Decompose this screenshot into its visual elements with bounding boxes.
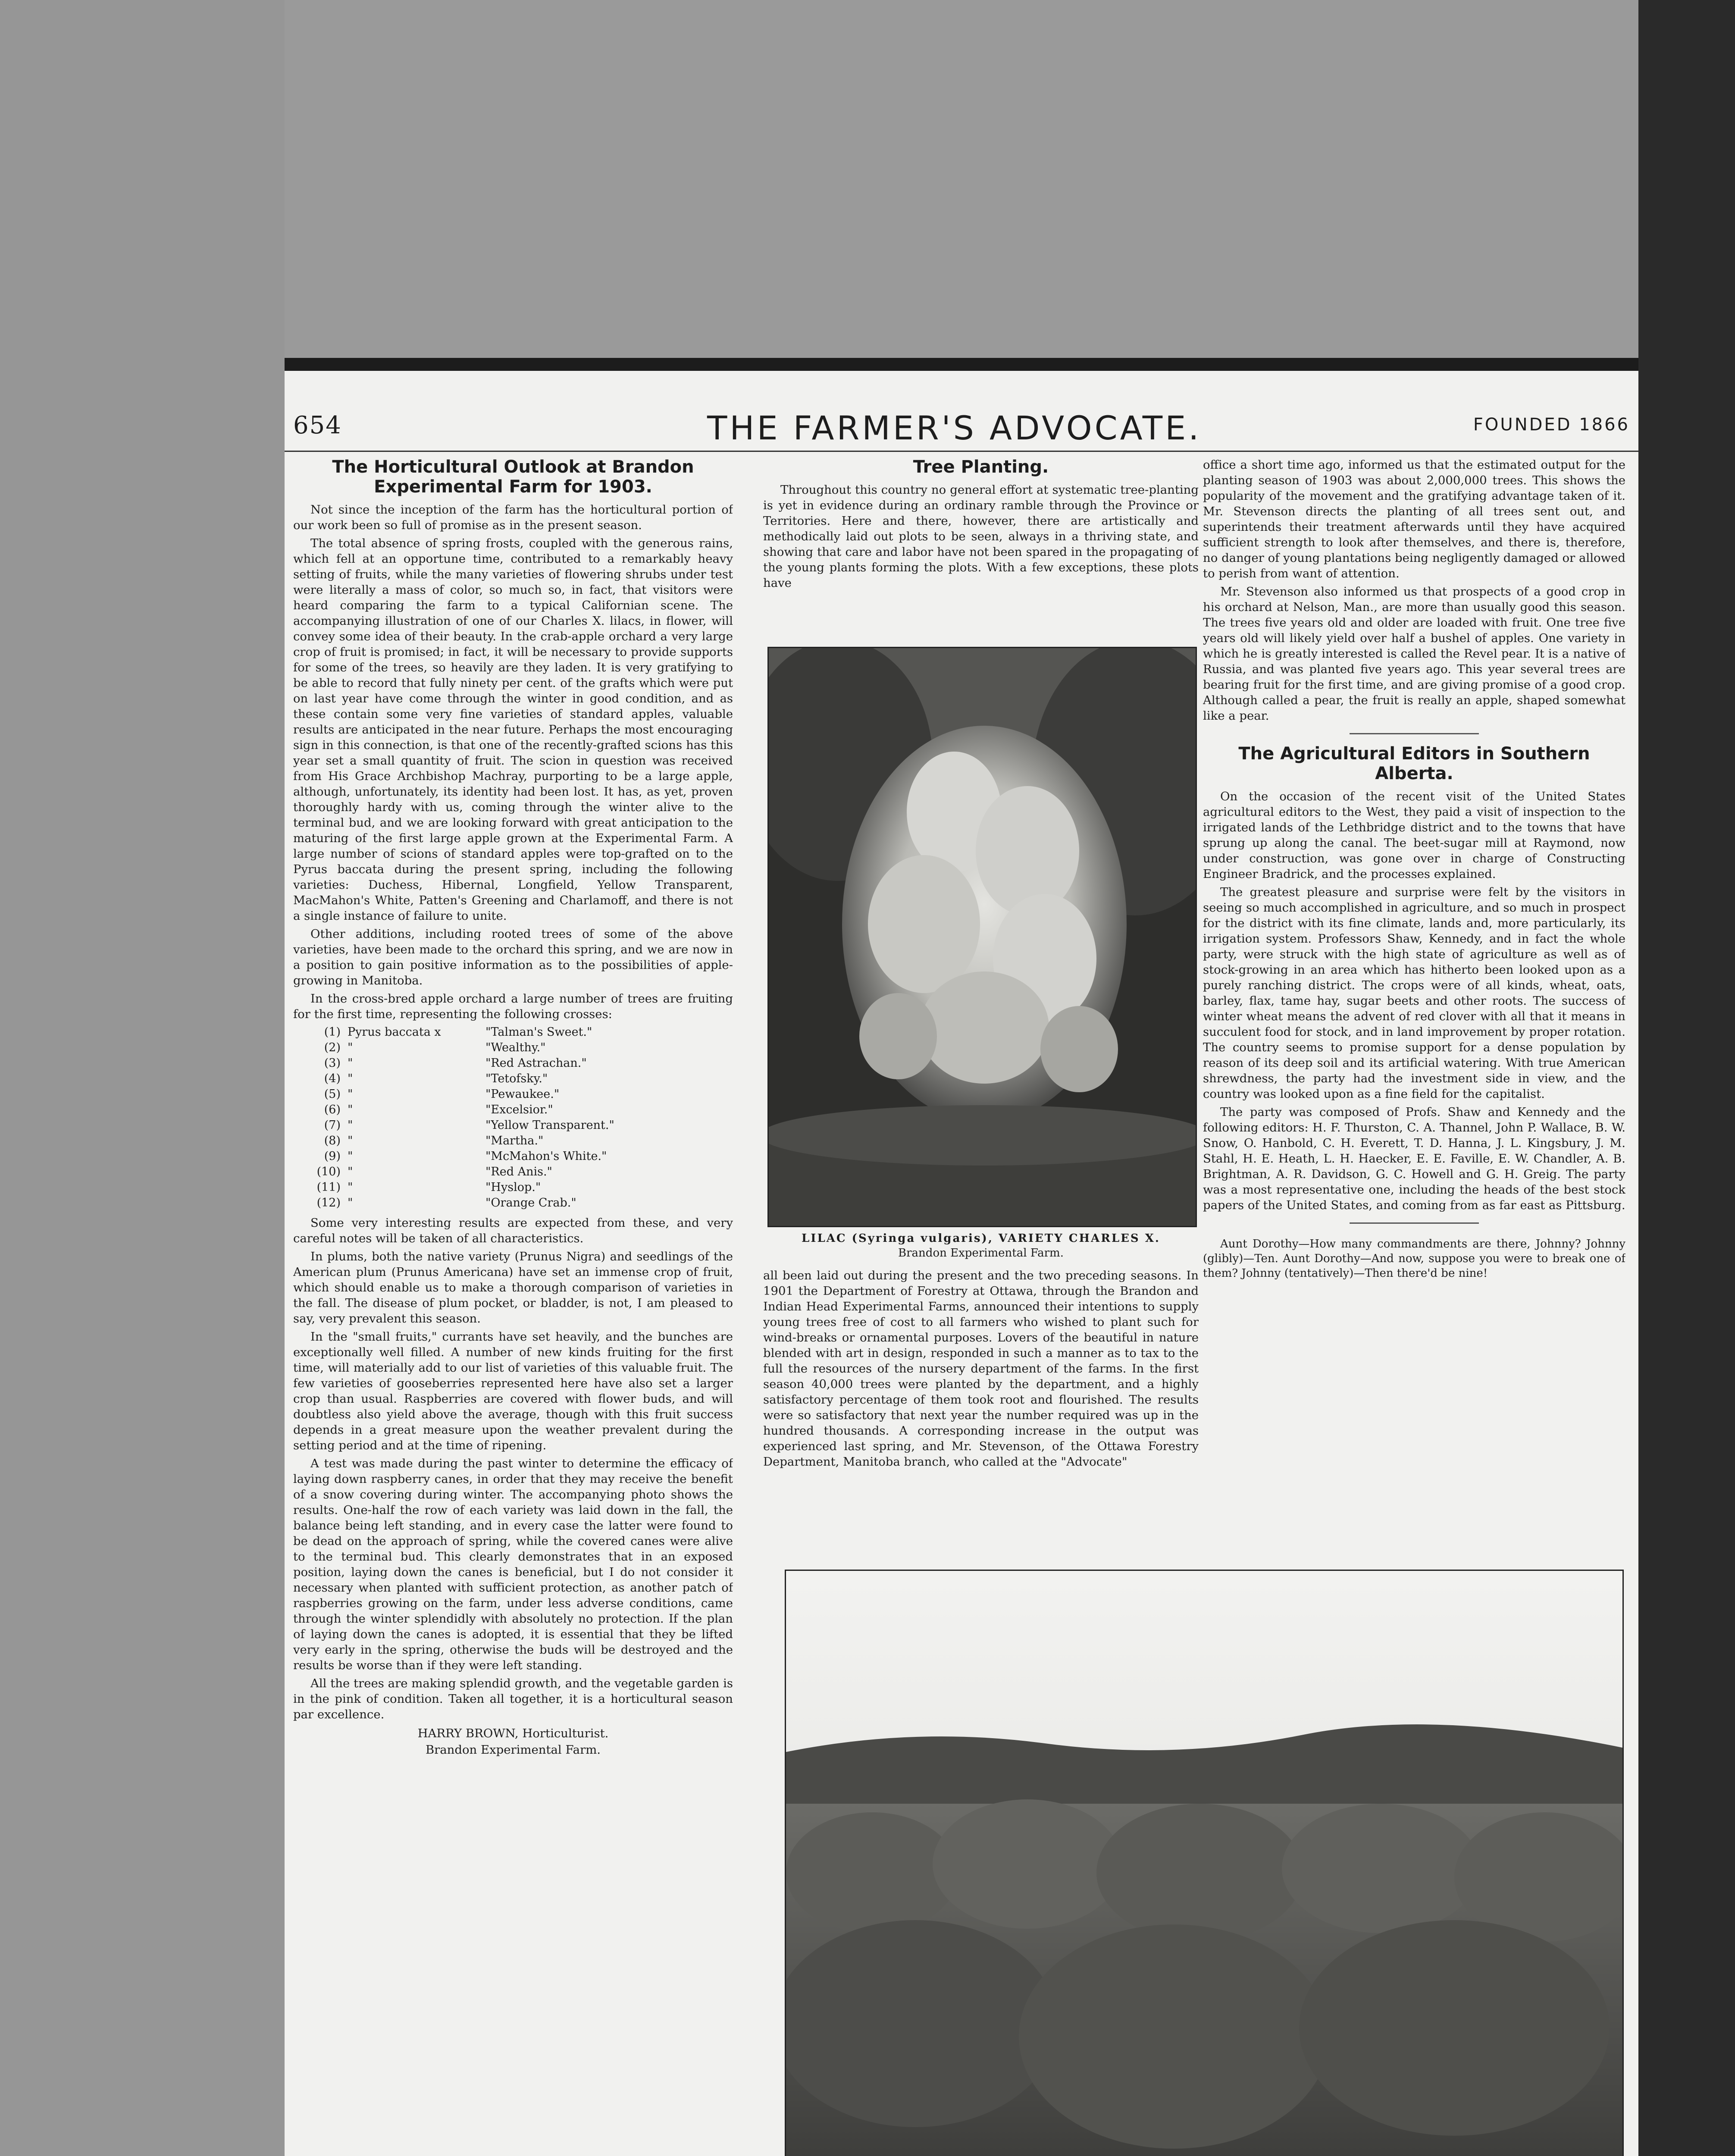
paragraph: Some very interesting results are expected from these, and very careful notes will be taken of all characteristics. xyxy=(293,1216,733,1245)
section-divider xyxy=(1350,733,1479,734)
paragraph: The party was composed of Profs. Shaw and Kennedy and the following editors: H. F. Thurston, C. A. Thannel, John P. Wallace, B. W. Snow, O. Hanbold, C. H. Everett, T. D. Hanna, J. L. Kingsbury, J. M. Stahl, H. E. Heath, L. H. Haecker, E. E. Faville, E. W. Chandler, A. B. Brightman, A. R. Davidson, G. C. Howell and G. H. Greig. The party was a most representative one, including the heads of the best stock papers of the United States, and coming from as far east as Pittsburg. xyxy=(1203,1105,1625,1212)
film-border-left xyxy=(0,0,285,2156)
header-rule xyxy=(285,451,1638,452)
crosses-list xyxy=(302,1025,733,1211)
caption-title: LILAC (Syringa vulgaris), VARIETY CHARLES X. xyxy=(802,1232,1160,1245)
article-title-tree-planting: Tree Planting. xyxy=(913,457,1049,477)
affiliation: Brandon Experimental Farm. xyxy=(425,1743,601,1757)
list-item: (5) " "Pewaukee." xyxy=(324,1087,560,1101)
article-title-horticulture: The Horticultural Outlook at Brandon Experimental Farm for 1903. xyxy=(332,457,694,497)
paragraph: Mr. Stevenson also informed us that prospects of a good crop in his orchard at Nelson, Man., are more than usually good this season. The trees five years old and older are loaded with fruit. One tree five years old will likely yield over half a bushel of apples. One variety in which he is greatly interested is called the Revel pear. It is a native of Russia, and was planted five years ago. This year several trees are bearing fruit for the first time, and are giving promise of a good crop. Although called a pear, the fruit is really an apple, shaped somewhat like a pear. xyxy=(1203,585,1625,723)
paragraph: In the cross-bred apple orchard a large number of trees are fruiting for the first time, representing the following crosses: xyxy=(293,992,733,1021)
paragraph: The total absence of spring frosts, coupled with the generous rains, which fell at an opportune time, contributed to a remarkably heavy setting of fruits, while the many varieties of flowering shrubs under test were literally a mass of color, so much so, in fact, that visitors were heard comparing the farm to a typical Californian scene. The accompanying illustration of one of our Charles X. lilacs, in flower, will convey some idea of their beauty. In the crab-apple orchard a very large crop of fruit is promised; in fact, it will be necessary to provide supports for some of the trees, so heavily are they laden. It is very gratifying to be able to record that fully ninety per cent. of the grafts which were put on last year have come through the winter in good condition, and as these contain some very fine varieties of standard apples, valuable results are anticipated in the near future. Perhaps the most encouraging sign in this connection, is that one of the recently-grafted scions has this year set a small quantity of fruit. The scion in question was received from His Grace Archbishop Machray, purporting to be a large apple, although, unfortunately, its identity had been lost. It has, as yet, proven thoroughly hardy with us, coming through the winter alive to the terminal bud, and we are looking forward with great anticipation to the maturing of the first large apple grown at the Experimental Farm. A large number of scions of standard apples were top-grafted on to the Pyrus baccata during the present spring, including the following varieties: Duchess, Hibernal, Longfield, Yellow Transparent, MacMahon's White, Patten's Greening and Charlamoff, and there is not a single instance of failure to unite. xyxy=(293,536,733,923)
list-item: (6) " "Excelsior." xyxy=(324,1103,553,1116)
lilac-caption xyxy=(763,1231,1199,1260)
lilac-photo xyxy=(767,647,1197,1227)
page-number: 654 xyxy=(293,411,342,439)
byline xyxy=(293,1726,733,1758)
paragraph: On the occasion of the recent visit of the United States agricultural editors to the West, they paid a visit of inspection to the irrigated lands of the Lethbridge district and to the towns that have sprung up along the canal. The beet-sugar mill at Raymond, now under construction, was gone over in charge of Constructing Engineer Bradrick, and the processes explained. xyxy=(1203,790,1625,881)
newspaper-page xyxy=(285,371,1638,2156)
orchard-illustration xyxy=(786,1571,1622,2156)
paragraph: Other additions, including rooted trees of some of the above varieties, have been made to the orchard this spring, and we are now in a position to gain positive information as to the possibilities of apple-growing in Manitoba. xyxy=(293,927,733,987)
list-item: (10) " "Red Anis." xyxy=(316,1165,552,1178)
column-left xyxy=(293,457,733,2156)
list-item: (9) " "McMahon's White." xyxy=(324,1150,607,1163)
paragraph: all been laid out during the present and the two preceding seasons. In 1901 the Department of Forestry at Ottawa, through the Brandon and Indian Head Experimental Farms, announced their intentions to supply young trees free of cost to all farmers who wished to plant such for wind-breaks or ornamental purposes. Lovers of the beautiful in nature blended with art in design, responded in such a manner as to tax to the full the resources of the nursery department of the farms. In the first season 40,000 trees were planted by the department, and a highly satisfactory percentage of them took root and flourished. The results were so satisfactory that next year the number required was up in the hundred thousands. A corresponding increase in the output was experienced last spring, and Mr. Stevenson, of the Ottawa Forestry Department, Manitoba branch, who called at the "Advocate" xyxy=(763,1269,1199,1469)
column-middle-bottom xyxy=(763,1268,1199,1552)
list-item: (1) Pyrus baccata x "Talman's Sweet." xyxy=(324,1025,592,1039)
list-item: (4) " "Tetofsky." xyxy=(324,1072,548,1085)
list-item: (3) " "Red Astrachan." xyxy=(324,1056,587,1070)
masthead-title: THE FARMER'S ADVOCATE. xyxy=(707,409,1202,447)
list-item: (7) " "Yellow Transparent." xyxy=(324,1119,614,1132)
founded-label: FOUNDED 1866 xyxy=(1473,415,1630,435)
caption-sub: Brandon Experimental Farm. xyxy=(898,1247,1064,1260)
list-item: (8) " "Martha." xyxy=(324,1134,544,1147)
author: HARRY BROWN, Horticulturist. xyxy=(417,1727,609,1740)
paragraph: Throughout this country no general effort at systematic tree-planting is yet in evidence during an ordinary ramble through the Province or Territories. Here and there, however, there are artistically and methodically laid out plots to be seen, always in a thriving state, and showing that care and labor have not been spared in the propagating of the young plants forming the plots. With a few exceptions, these plots have xyxy=(763,483,1199,590)
list-item: (12) " "Orange Crab." xyxy=(316,1196,576,1210)
paragraph: In the "small fruits," currants have set heavily, and the bunches are exceptionally well filled. A number of new kinds fruiting for the first time, will materially add to our list of varieties of this valuable fruit. The few varieties of gooseberries represented here have also set a larger crop than usual. Raspberries are covered with flower buds, and will doubtless also yield above the average, though with this fruit success depends in a great measure upon the weather prevalent during the setting period and at the time of ripening. xyxy=(293,1330,733,1452)
paragraph: The greatest pleasure and surprise were felt by the visitors in seeing so much accomplished in agriculture, and so much in prospect for the district with its fine climate, lands and, more particularly, its irrigation system. Professors Shaw, Kennedy, and in fact the whole party, were struck with the high state of agriculture as well as of stock-growing in an area which has hitherto been looked upon as a purely ranching district. The crops were of all kinds, wheat, oats, barley, flax, tame hay, sugar beets and other roots. The success of winter wheat means the advent of red clover with all that it means in succulent food for stock, and in land improvement by proper rotation. The country seems to promise support for a dense population by reason of its deep soil and its artificial watering. With true American shrewdness, the party had the investment side in view, and the country was looked upon as a fine field for the capitalist. xyxy=(1203,885,1625,1101)
lilac-illustration xyxy=(769,648,1196,1226)
section-divider xyxy=(1350,1222,1479,1224)
column-right xyxy=(1203,457,1625,1600)
orchard-photo xyxy=(785,1570,1624,2156)
paragraph: A test was made during the past winter to determine the efficacy of laying down raspberry canes, in order that they may receive the benefit of a snow covering during winter. The accompanying photo shows the results. One-half the row of each variety was laid down in the fall, the balance being left standing, and in every case the latter were found to be dead on the approach of spring, while the covered canes were alive to the terminal bud. This clearly demonstrates that in an exposed position, laying down the canes is beneficial, but I do not consider it necessary when planted with sufficient protection, as another patch of raspberries growing on the farm, under less adverse conditions, came through the winter splendidly with absolutely no protection. If the plan of laying down the canes is adopted, it is essential that they be lifted very early in the spring, otherwise the buds will be destroyed and the results be worse than if they were left standing. xyxy=(293,1457,733,1672)
paragraph: office a short time ago, informed us that the estimated output for the planting season of 1903 was about 2,000,000 trees. This shows the popularity of the movement and the gratifying advantage taken of it. Mr. Stevenson directs the planting of all trees sent out, and superintends their treatment afterwards until they have acquired sufficient strength to look after themselves, and there is, therefore, no danger of young plantations being negligently damaged or allowed to perish from want of attention. xyxy=(1203,458,1625,580)
anecdote: Aunt Dorothy—How many commandments are there, Johnny? Johnny (glibly)—Ten. Aunt Dorothy—And now, suppose you were to break one of them? Johnny (tentatively)—Then there'd be nine! xyxy=(1203,1238,1625,1280)
paragraph: Not since the inception of the farm has the horticultural portion of our work been so full of promise as in the present season. xyxy=(293,503,733,532)
paragraph: All the trees are making splendid growth, and the vegetable garden is in the pink of condition. Taken all together, it is a horticultural season par excellence. xyxy=(293,1677,733,1721)
paragraph: In plums, both the native variety (Prunus Nigra) and seedlings of the American plum (Prunus Americana) have set an immense crop of fruit, which should enable us to make a thorough comparison of varieties in the fall. The disease of plum pocket, or bladder, is not, I am pleased to say, very prevalent this season. xyxy=(293,1250,733,1326)
list-item: (2) " "Wealthy." xyxy=(324,1041,546,1054)
article-title-alberta: The Agricultural Editors in Southern Alberta. xyxy=(1238,744,1590,783)
film-border-right xyxy=(1638,0,1735,2156)
list-item: (11) " "Hyslop." xyxy=(316,1181,541,1194)
page-header xyxy=(285,405,1638,453)
